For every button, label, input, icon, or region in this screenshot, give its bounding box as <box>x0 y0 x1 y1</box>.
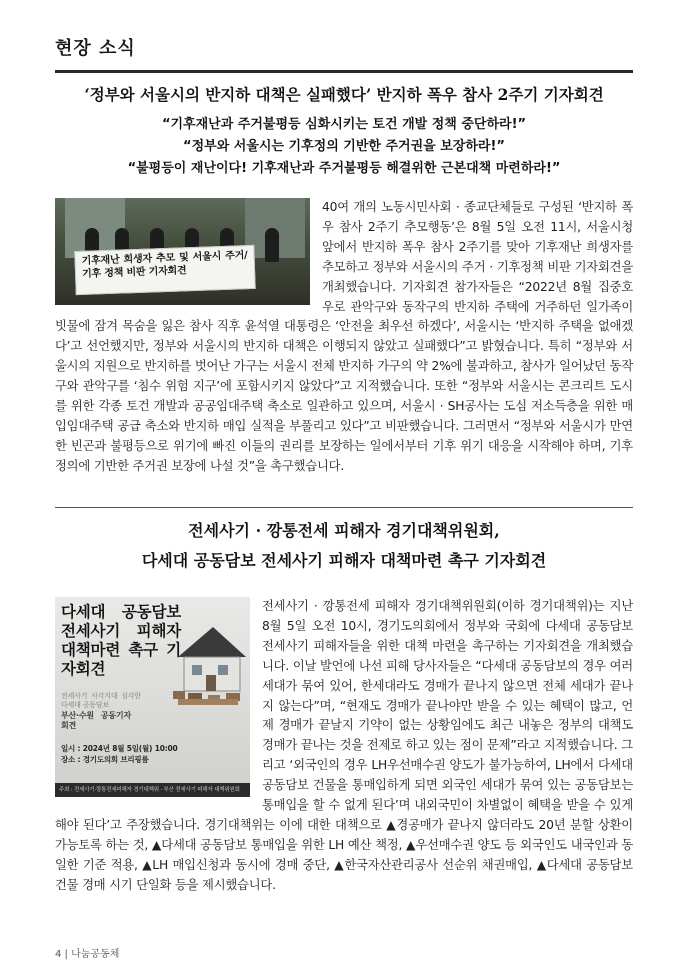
page-footer: 4 | 나눔공동체 <box>55 949 120 960</box>
photo-banner: 기후재난 희생자 추모 및 서울시 주거/기후 정책 비판 기자회견 <box>74 245 255 295</box>
section-label: 현장 소식 <box>55 38 136 59</box>
article2-body-text: 전세사기 · 깡통전세 피해자 경기대책위원회(이하 경기대책위)는 지난 8월 5일 오전 10시, 경기도의회에서 정부와 국회에 다세대 공동담보 전세사기 피해자들을 위한 대책 마련을 촉구하는 기자회견을 개최했습니다. 이날 발언에 나선 피해 당사자들은 “다세대 공동담보의 경우 여러 세대가 묶여 있어, 한세대라도 경매가 끝나지 않으면 전체 세대가 끝나지 않는다”며, “현재도 경매가 끝나야만 받을 수 있는 혜택이 많고, 언제 경매가 끝날지 기약이 없는 상황임에도 최근 내놓은 정부의 대책도 경매가 끝나는 것을 전제로 하고 있는 점이 문제”라고 지적했습니다. 그리고 ‘외국인의 경우 LH우선매수권 양도가 불가능하여, LH에서 다세대 공동담보 건물을 통매입하게 되면 외국인 세대가 묶여 있는 공동담보는 통매입을 할 수 없게 된다’며 내외국민이 차별없이 혜택을 받을 수 있게 해야 된다’고 주장했습니다. 경기대책위는 이에 대한 대책으로 ▲경공매가 끝나지 않더라도 20년 분할 상환이 가능토록 하는 것, ▲다세대 공동담보 통매입을 위한 LH 예산 책정, ▲우선매수권 양도 등 외국인도 내국인과 동일한 기준 적용, ▲LH 매입신청과 동시에 경매 중단, ▲한국자산관리공사 선순위 채권매입, ▲다세대 공동담보 건물 경매 시기 단일화 등을 제시했습니다. <box>55 599 633 892</box>
poster-footer: 주최 : 전세사기·깡통전세피해자 경기대책위 · 부산 전세사기 피해자 대책위원회 <box>55 783 250 797</box>
top-rule <box>55 70 633 73</box>
poster-venue: 장소 : 경기도의회 브리핑룸 <box>61 755 149 764</box>
article1-body-text: 40여 개의 노동시민사회 · 종교단체들로 구성된 ‘반지하 폭우 참사 2주기 추모행동’은 8월 5일 오전 11시, 서울시청 앞에서 반지하 폭우 참사 2주기를 맞아 기후재난 희생자를 추모하고 정부와 서울시의 주거 · 기후정책 비판 기자회견을 개최했습니다. 기자회견 참가자들은 “2022년 8월 집중호우로 관악구와 동작구의 반지하 주택에 거주하던 일가족이 빗물에 잠겨 목숨을 잃은 참사 직후 윤석열 대통령은 ‘안전을 최우선 하겠다’, 서울시는 ‘반지하 주택을 없애겠다’고 선언했지만, 정부와 서울시의 반지하 대책은 이행되지 않았고 실패했다”고 밝혔습니다. 특히 “정부와 서울시의 지원으로 반지하를 벗어난 가구는 서울시 전체 반지하 가구의 약 2%에 불과하고, 참사가 일어났던 동작구와 관악구를 ‘침수 위험 지구’에 포함시키지 않았다”고 지적했습니다. 또한 “정부와 서울시는 콘크리트 도시를 위한 각종 토건 개발과 공공임대주택 축소로 일관하고 있으며, 서울시 · SH공사는 도심 저소득층을 위한 매입임대주택 공급 축소와 반지하 매입 실적을 부풀리고 있다”고 비판했습니다. 그러면서 “정부와 서울시가 만연한 빈곤과 불평등으로 위기에 빠진 이들의 권리를 보장하는 일에서부터 기후 위기 대응을 시작해야 하며, 기후정의에 기반한 주거권 보장에 나설 것”을 촉구했습니다. <box>55 200 633 473</box>
article2-body <box>55 597 633 896</box>
article1-slogan-2: “정부와 서울시는 기후정의 기반한 주거권을 보장하라!” <box>183 139 505 154</box>
article2-poster <box>55 597 250 797</box>
poster-subtitle: 전세사기 사각지대 심각한 다세대 공동담보 <box>61 692 141 709</box>
article1-body <box>55 198 633 477</box>
article1-slogan-1: “기후재난과 주거불평등 심화시키는 토건 개발 정책 중단하라!” <box>161 117 527 132</box>
house-illustration-icon <box>168 617 248 707</box>
article2-title-1: 전세사기 · 깡통전세 피해자 경기대책위원회, <box>188 521 500 540</box>
poster-date: 일시 : 2024년 8월 5일(월) 10:00 <box>61 744 178 753</box>
poster-title: 다세대 공동담보 전세사기 피해자 대책마련 촉구 기자회견 <box>61 603 181 678</box>
article1-title: ‘정부와 서울시의 반지하 대책은 실패했다’ 반지하 폭우 참사 2주기 기자회견 <box>84 85 604 104</box>
poster-place: 부산·수원 공동기자회견 <box>61 711 131 730</box>
article2-title-2: 다세대 공동담보 전세사기 피해자 대책마련 촉구 기자회견 <box>141 551 547 570</box>
mid-rule <box>55 507 633 508</box>
article1-slogan-3: “불평등이 재난이다! 기후재난과 주거불평등 해결위한 근본대책 마련하라!” <box>127 161 561 176</box>
article1-photo <box>55 198 310 305</box>
